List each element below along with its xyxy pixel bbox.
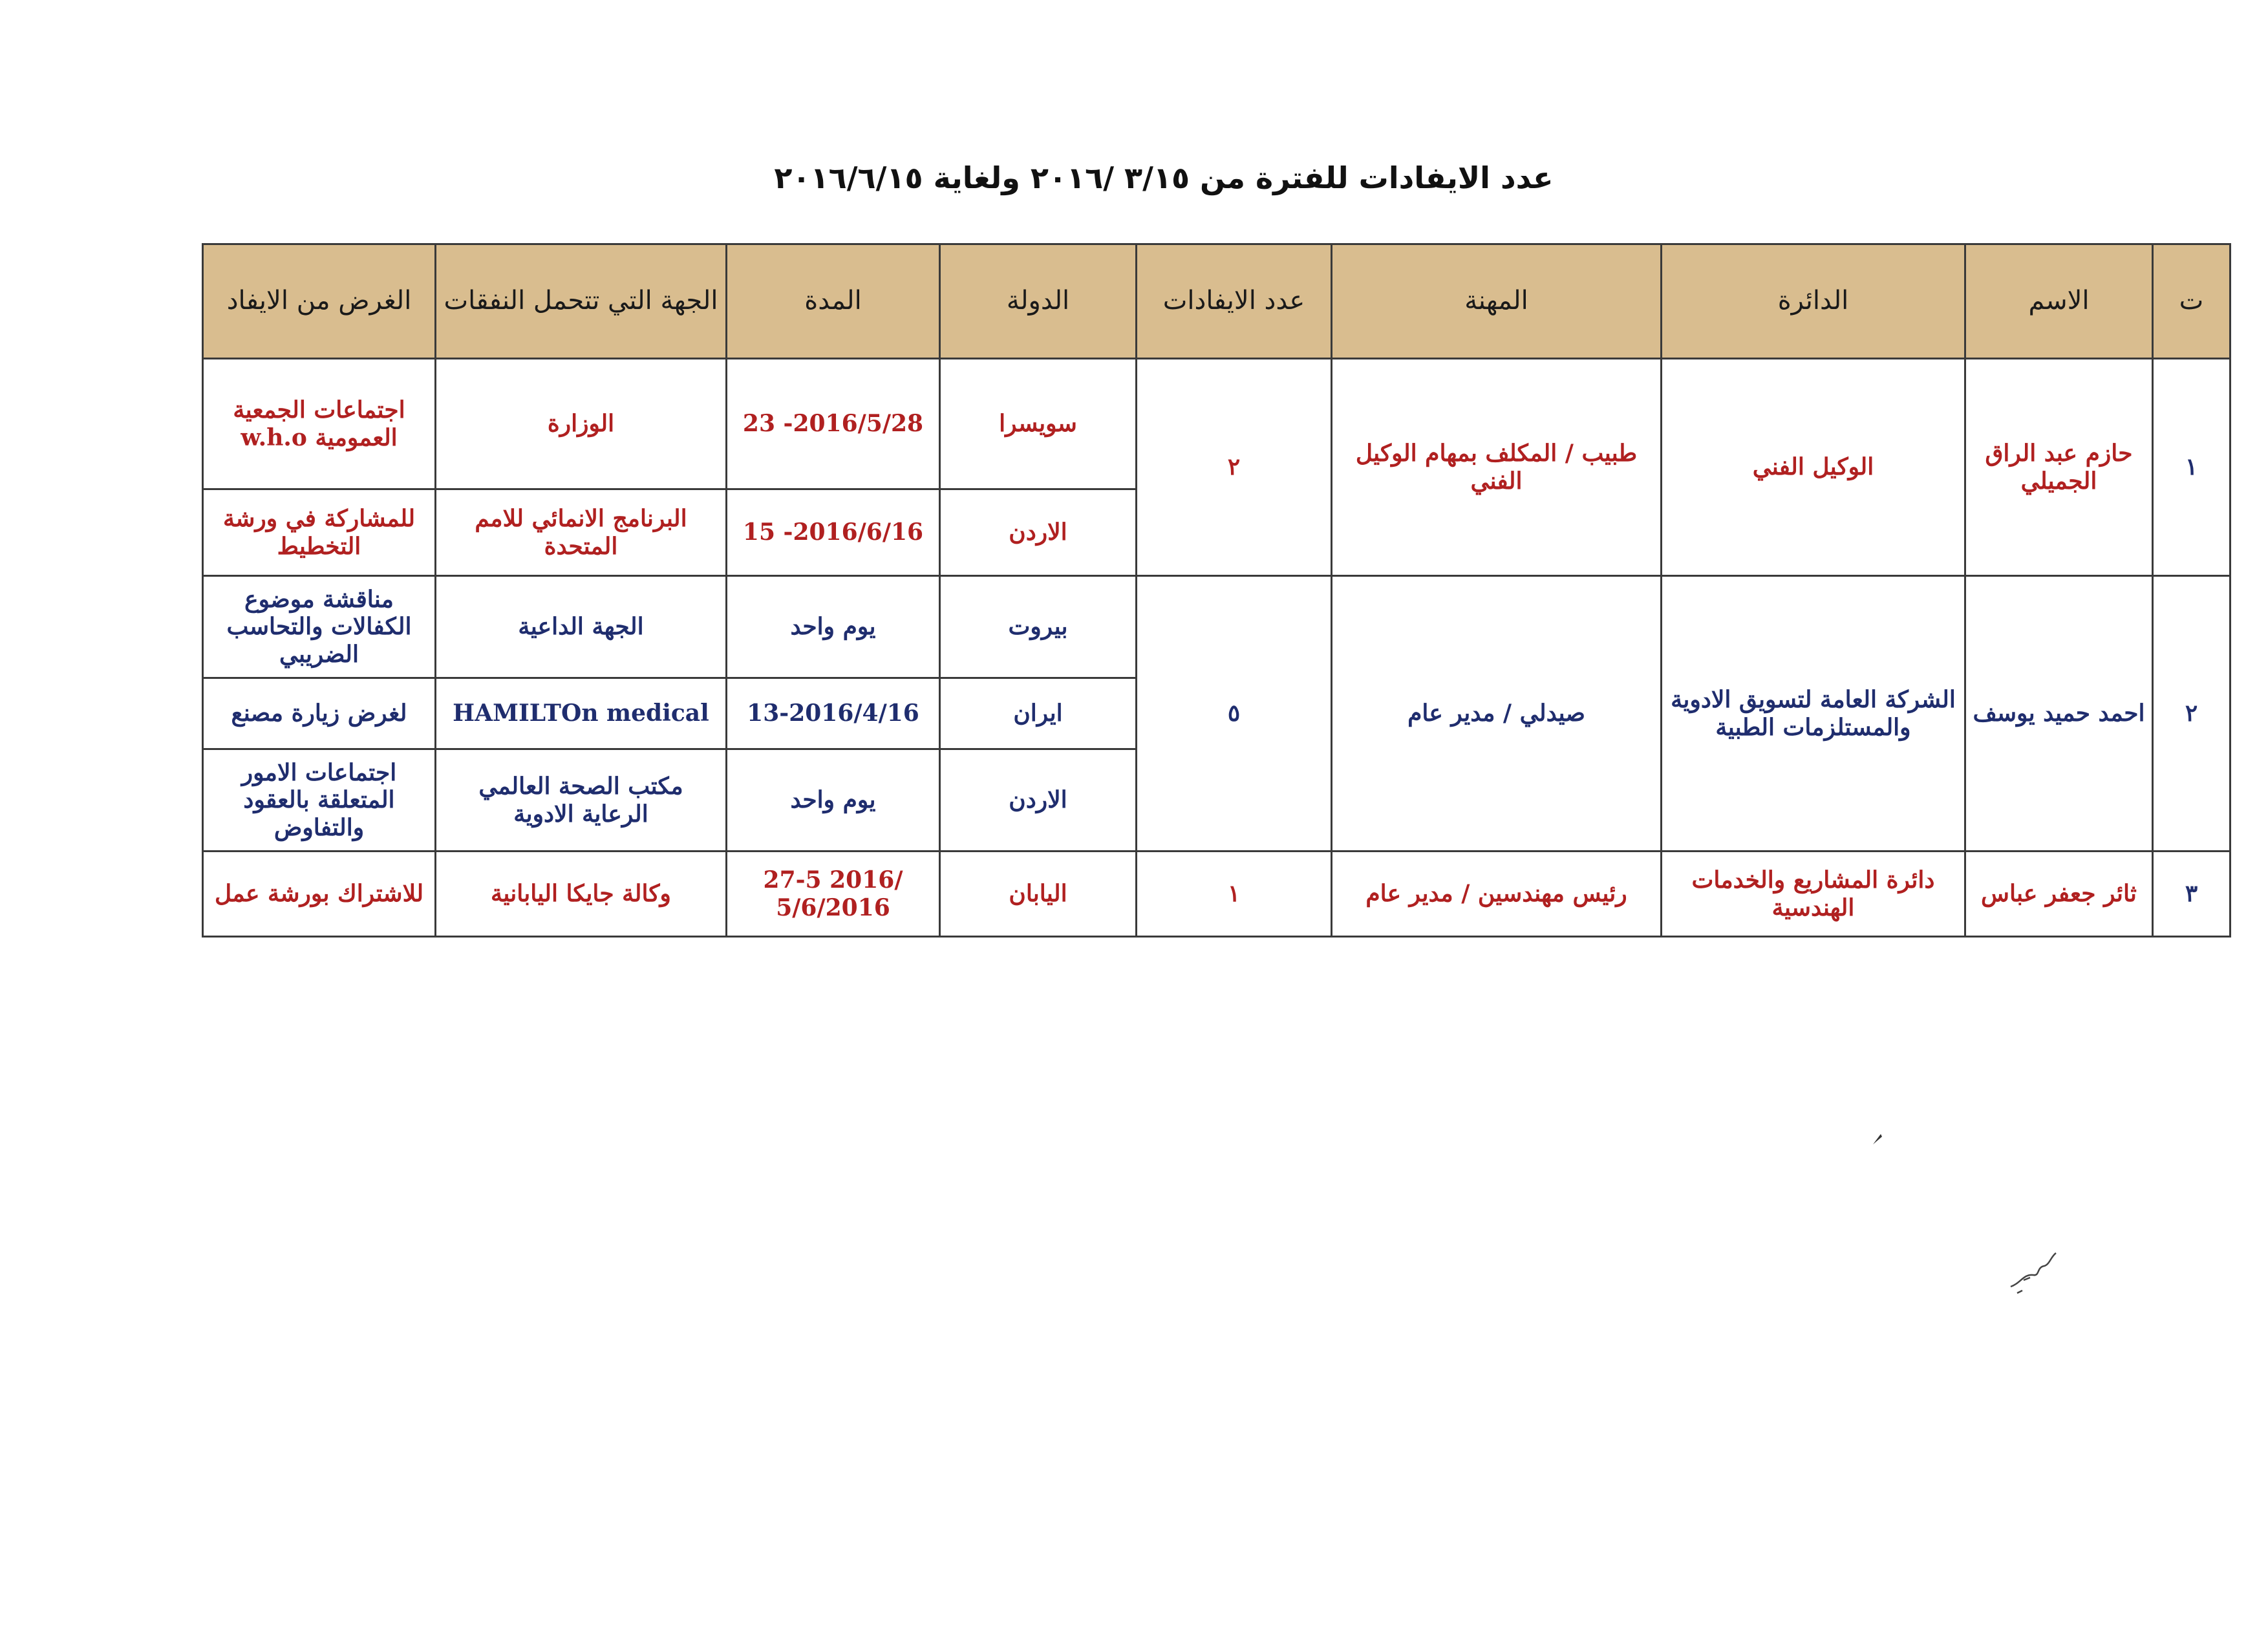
country-cell: بيروت	[940, 576, 1137, 678]
department-cell: الشركة العامة لتسويق الادوية والمستلزمات الطبية	[1662, 576, 1965, 852]
header-count: عدد الايفادات	[1137, 244, 1332, 359]
header-department: الدائرة	[1662, 244, 1965, 359]
count-cell: ٥	[1137, 576, 1332, 852]
duration-cell: 23 -2016/5/28	[727, 359, 940, 489]
purpose-cell: اجتماعات الجمعية العمومية w.h.o	[203, 359, 436, 489]
funder-cell: HAMILTOn medical	[436, 678, 727, 749]
country-cell: ايران	[940, 678, 1137, 749]
table-row	[203, 852, 2231, 937]
page-title: عدد الايفادات للفترة من ٣/١٥ /٢٠١٦ ولغاية ٢٠١٦/٦/١٥	[774, 160, 1554, 195]
count-cell: ١	[1137, 852, 1332, 937]
name-cell: ثائر جعفر عباس	[1965, 852, 2153, 937]
header-funder: الجهة التي تتحمل النفقات	[436, 244, 727, 359]
department-cell: دائرة المشاريع والخدمات الهندسية	[1662, 852, 1965, 937]
country-cell: اليابان	[940, 852, 1137, 937]
duration-cell: 13-2016/4/16	[727, 678, 940, 749]
header-name: الاسم	[1965, 244, 2153, 359]
profession-cell: رئيس مهندسين / مدير عام	[1332, 852, 1662, 937]
purpose-cell: مناقشة موضوع الكفالات والتحاسب الضريبي	[203, 576, 436, 678]
purpose-cell: للمشاركة في ورشة التخطيط	[203, 489, 436, 576]
seq-cell: ٢	[2153, 576, 2231, 852]
country-cell: سويسرا	[940, 359, 1137, 489]
funder-cell: وكالة جايكا اليابانية	[436, 852, 727, 937]
seq-cell: ١	[2153, 359, 2231, 576]
name-cell: احمد حميد يوسف	[1965, 576, 2153, 852]
country-cell: الاردن	[940, 489, 1137, 576]
funder-cell: الجهة الداعية	[436, 576, 727, 678]
header-purpose: الغرض من الايفاد	[203, 244, 436, 359]
duration-cell: 27-5 2016/ 5/6/2016	[727, 852, 940, 937]
seq-cell: ٣	[2153, 852, 2231, 937]
delegations-table	[202, 243, 2231, 938]
header-row	[203, 244, 2231, 359]
header-seq: ت	[2153, 244, 2231, 359]
header-duration: المدة	[727, 244, 940, 359]
duration-cell: يوم واحد	[727, 576, 940, 678]
ink-mark-icon	[1872, 1131, 1885, 1147]
signature-scribble-icon	[2004, 1248, 2062, 1300]
funder-cell: البرنامج الانمائي للامم المتحدة	[436, 489, 727, 576]
duration-cell: يوم واحد	[727, 749, 940, 852]
country-cell: الاردن	[940, 749, 1137, 852]
table-row	[203, 359, 2231, 489]
profession-cell: طبيب / المكلف بمهام الوكيل الفني	[1332, 359, 1662, 576]
funder-cell: الوزارة	[436, 359, 727, 489]
name-cell: حازم عبد الراق الجميلي	[1965, 359, 2153, 576]
table-row	[203, 576, 2231, 678]
header-profession: المهنة	[1332, 244, 1662, 359]
header-country: الدولة	[940, 244, 1137, 359]
department-cell: الوكيل الفني	[1662, 359, 1965, 576]
profession-cell: صيدلي / مدير عام	[1332, 576, 1662, 852]
count-cell: ٢	[1137, 359, 1332, 576]
purpose-cell: للاشتراك بورشة عمل	[203, 852, 436, 937]
purpose-cell: لغرض زيارة مصنع	[203, 678, 436, 749]
duration-cell: 15 -2016/6/16	[727, 489, 940, 576]
funder-cell: مكتب الصحة العالمي الرعاية الادوية	[436, 749, 727, 852]
purpose-cell: اجتماعات الامور المتعلقة بالعقود والتفاوض	[203, 749, 436, 852]
